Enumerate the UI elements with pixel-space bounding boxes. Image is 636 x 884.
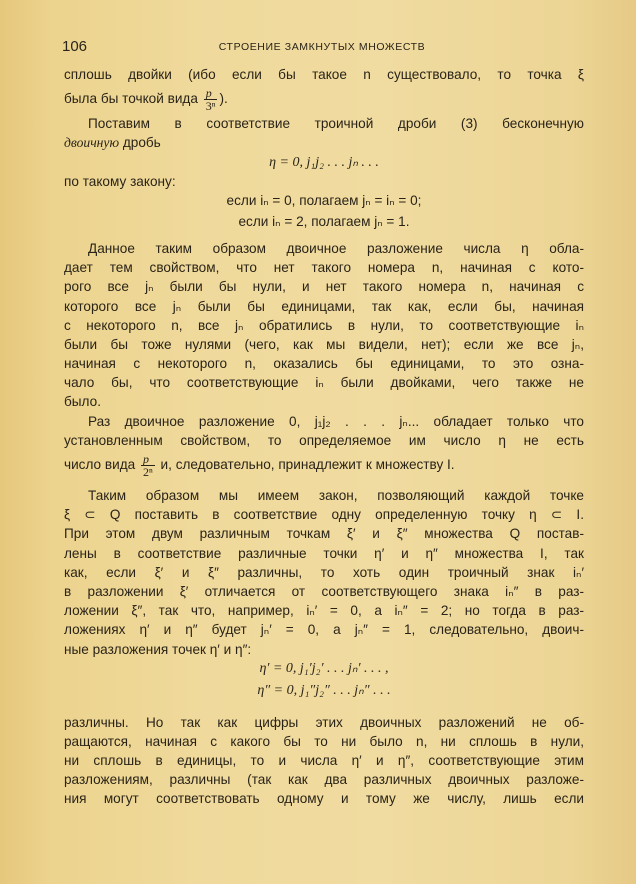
paragraph-start-line: Раз двоичное разложение 0, j₁j₂ . . . jₙ... обладает только что [88, 413, 584, 429]
text-line: различны. Но так как цифры этих двоичных разложений не об- [64, 714, 584, 730]
text-line: ни сплошь в единицы, то и числа η′ и η″, соответствующие этим [64, 753, 584, 769]
text-fragment: ). [219, 91, 228, 107]
text-fragment: число вида [64, 457, 136, 472]
text-line: начиная с некоторого n, оказались бы единицами, то это озна- [64, 356, 584, 372]
paragraph-start-line: Поставим в соответствие троичной дроби (3) бесконечную [88, 116, 584, 132]
fraction-denominator: 3ⁿ [205, 99, 216, 114]
fraction-denominator: 2ⁿ [142, 464, 153, 479]
text-line: ложении ξ″, так что, например, iₙ′ = 0, а iₙ″ = 2; но тогда в раз- [64, 603, 584, 619]
paragraph-start-line: Таким образом мы имеем закон, позволяющий каждой точке [88, 488, 584, 503]
text-line: ложениях η′ и η″ будет jₙ′ = 0, а jₙ″ = 1, следовательно, двоич- [64, 622, 584, 638]
page-number: 106 [62, 38, 88, 55]
fraction-numerator: p [204, 87, 218, 100]
text-line: установленным свойством, то определяемое им число η не есть [64, 432, 584, 448]
text-fragment: дробь [119, 135, 161, 151]
fraction [141, 453, 155, 478]
text-line: разложениям, различны (так как два различных двоичных разложе- [64, 772, 584, 788]
text-fragment: была бы точкой вида [64, 91, 198, 107]
page-header [62, 38, 582, 58]
text-line [64, 450, 584, 480]
text-line [64, 133, 584, 152]
formula-eta: η = 0, j₁j₂ . . . jₙ . . . [269, 154, 379, 170]
text-line: сплошь двойки (ибо если бы такое n существовало, то точка ξ [64, 67, 584, 82]
text-line [64, 84, 584, 114]
text-line: ξ ⊂ Q поставить в соответствие одну определенную точку η ⊂ I. [64, 507, 584, 523]
text-line: ные разложения точек η′ и η″: [64, 641, 252, 657]
paragraph-start-line: Данное таким образом двоичное разложение числа η обла- [88, 240, 584, 256]
text-line: были бы тоже нулями (чего, как мы видели, нет); если же все jₙ, [64, 336, 584, 352]
text-line: лены в соответствие различные точки η′ и η″ множества I, так [64, 545, 584, 561]
emphasis-text: двоичную [64, 135, 120, 151]
formula-eta-prime: η′ = 0, j₁′j₂′ . . . jₙ′ . . . , [259, 660, 389, 676]
text-line: При этом двум различным точкам ξ′ и ξ″ множества Q постав- [64, 526, 584, 542]
text-line: как, если ξ′ и ξ″ различны, то хоть один троичный знак iₙ′ [64, 564, 584, 580]
formula-eta-double-prime: η″ = 0, j₁″j₂″ . . . jₙ″ . . . [257, 682, 391, 698]
text-line: по такому закону: [64, 173, 176, 189]
text-line: было. [64, 394, 101, 410]
text-fragment: и, следовательно, принадлежит к множеству I. [160, 457, 455, 472]
fraction-numerator: p [141, 453, 155, 466]
text-line: ращаются, начиная с какого бы то ни было n, ни сплошь в нули, [64, 733, 584, 749]
text-line: с некоторого n, все jₙ обратились в нули, то соответствующие iₙ [64, 317, 584, 333]
rule-line-1: если iₙ = 0, полагаем jₙ = iₙ = 0; [226, 192, 422, 208]
text-line: в разложении ξ′ отличается от соответствующего знака iₙ″ в раз- [64, 583, 584, 599]
running-title: СТРОЕНИЕ ЗАМКНУТЫХ МНОЖЕСТВ [218, 41, 426, 53]
page-body [64, 65, 584, 809]
fraction [204, 87, 218, 112]
text-line: дает тем свойством, что нет такого номера n, начиная с кото- [64, 260, 584, 276]
text-line: чало бы, что соответствующие iₙ были двойками, чего также не [64, 375, 584, 391]
rule-line-2: если iₙ = 2, полагаем jₙ = 1. [238, 213, 410, 229]
text-line: которого все jₙ были бы единицами, так как, если бы, начиная [64, 298, 584, 314]
text-line: ния могут соответствовать одному и тому же числу, лишь если [64, 791, 584, 807]
text-line: рого все jₙ были бы нули, и нет такого номера n, начиная с [64, 279, 584, 295]
